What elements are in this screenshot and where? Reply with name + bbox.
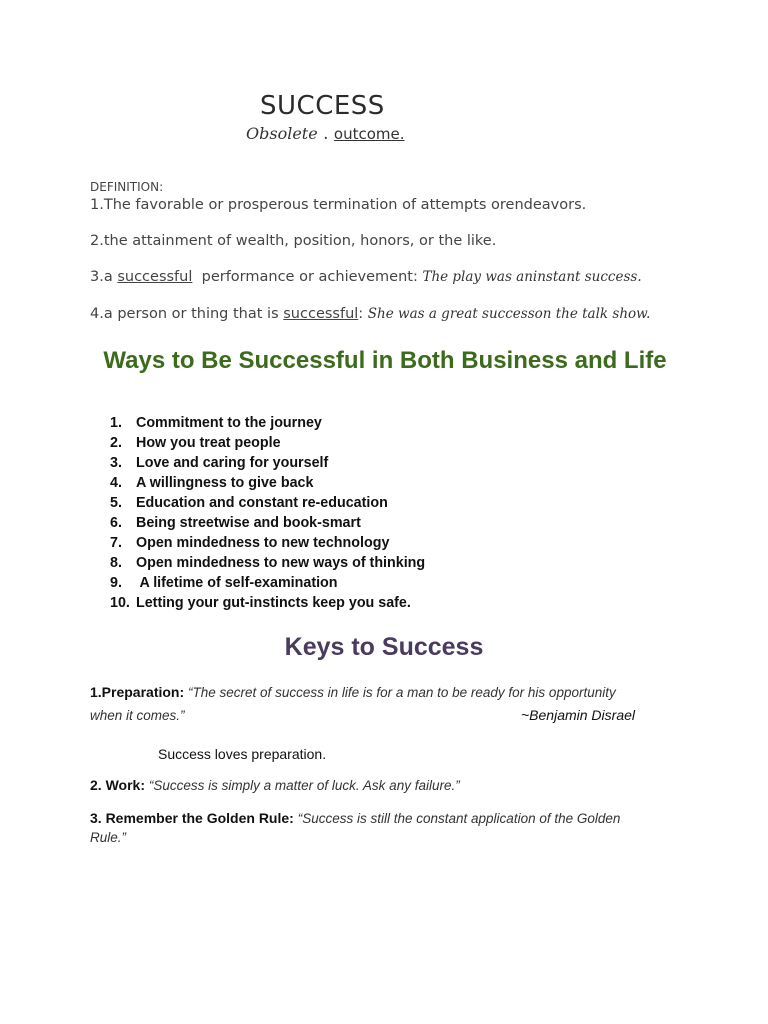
definition-3-prefix: 3.a: [90, 269, 118, 285]
list-item-number: 10.: [110, 595, 130, 611]
list-item-number: 8.: [110, 555, 122, 571]
list-item: [110, 413, 425, 433]
key-1-note: Success loves preparation.: [158, 746, 327, 762]
definition-label: DEFINITION:: [90, 180, 164, 194]
key-1-quote-continued: when it comes.”: [90, 708, 185, 723]
definition-4-example: She was a great successon the talk show.: [367, 306, 651, 322]
key-1-quote: “The secret of success in life is for a man to be ready for his opportunity: [188, 685, 616, 700]
definition-4-prefix: 4.a person or thing that is: [90, 306, 284, 322]
key-3-label: 3. Remember the Golden Rule:: [90, 810, 298, 826]
list-item-text: Letting your gut-instincts keep you safe.: [136, 595, 411, 611]
key-1-line-2: [90, 707, 185, 723]
list-item-number: 2.: [110, 435, 122, 451]
key-1-attribution: ~Benjamin Disrael: [521, 707, 635, 723]
page-title: SUCCESS: [260, 91, 385, 121]
list-item: [110, 513, 425, 533]
list-item: [110, 473, 425, 493]
subtitle-outcome-link[interactable]: outcome.: [333, 125, 405, 143]
list-item-text: How you treat people: [136, 435, 281, 451]
list-item-text: Being streetwise and book-smart: [136, 515, 361, 531]
definition-3-example: The play was aninstant success.: [422, 269, 642, 285]
page-subtitle: [246, 124, 405, 144]
list-item-number: 7.: [110, 535, 122, 551]
list-item-number: 5.: [110, 495, 122, 511]
definition-1: 1.The favorable or prosperous termination of attempts orendeavors.: [90, 197, 587, 213]
key-2: [90, 777, 460, 793]
definition-2: 2.the attainment of wealth, position, honors, or the like.: [90, 233, 497, 249]
successful-link[interactable]: successful: [117, 269, 193, 285]
key-1-label: 1.Preparation:: [90, 684, 189, 700]
list-item-number: 3.: [110, 455, 122, 471]
list-item-number: 9.: [110, 575, 122, 591]
key-2-quote: “Success is simply a matter of luck. Ask any failure.”: [148, 778, 460, 793]
subtitle-obsolete: Obsolete: [246, 124, 318, 143]
list-item-text: Commitment to the journey: [136, 415, 322, 431]
list-item: [110, 553, 425, 573]
list-item: [110, 593, 425, 613]
list-item-number: 4.: [110, 475, 122, 491]
ways-list: [110, 413, 425, 613]
definition-3: [90, 269, 642, 285]
list-item: [110, 533, 425, 553]
definition-4-text: :: [358, 306, 368, 322]
key-1-line-1: [90, 684, 616, 700]
list-item-text: A willingness to give back: [136, 475, 314, 491]
list-item-text: A lifetime of self-examination: [136, 575, 338, 591]
list-item-number: 6.: [110, 515, 122, 531]
list-item: [110, 453, 425, 473]
key-2-label: 2. Work:: [90, 777, 149, 793]
list-item-text: Open mindedness to new ways of thinking: [136, 555, 426, 571]
key-3-line-2: [90, 829, 126, 845]
list-item-number: 1.: [110, 415, 122, 431]
list-item: [110, 493, 425, 513]
keys-heading: Keys to Success: [284, 633, 484, 661]
key-3-quote-continued: Rule.”: [90, 830, 127, 845]
definition-4: [90, 306, 650, 322]
key-3-line-1: [90, 810, 620, 826]
definition-3-text: performance or achievement:: [192, 269, 423, 285]
successful-link[interactable]: successful: [283, 306, 359, 322]
list-item-text: Education and constant re-education: [136, 495, 388, 511]
key-3-quote: “Success is still the constant application of the Golden: [297, 811, 621, 826]
list-item-text: Love and caring for yourself: [136, 455, 329, 471]
subtitle-separator: .: [317, 124, 334, 144]
list-item: [110, 433, 425, 453]
ways-heading: Ways to Be Successful in Both Business and Life: [103, 347, 667, 374]
list-item-text: Open mindedness to new technology: [136, 535, 390, 551]
list-item: [110, 573, 425, 593]
